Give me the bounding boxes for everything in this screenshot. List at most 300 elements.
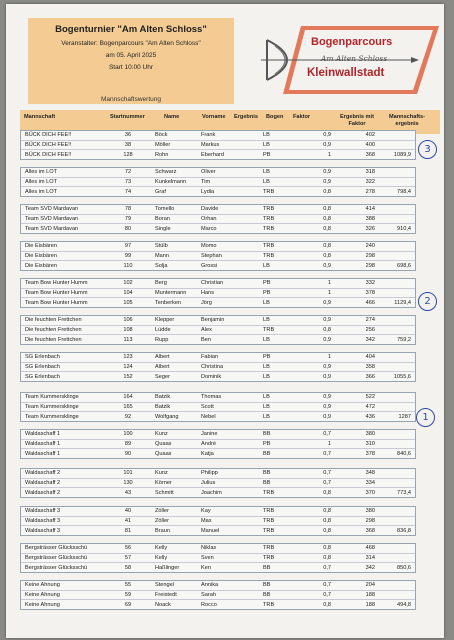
logo-line-3: Kleinwallstadt [307, 67, 385, 79]
ergebnis-faktor-cell: 188 [365, 601, 375, 608]
vorname-cell: Davide [201, 206, 219, 213]
ergebnis-faktor-cell: 278 [365, 188, 375, 195]
ergebnis-faktor-cell: 402 [365, 132, 375, 139]
bogen-cell: LB [263, 262, 270, 269]
faktor-cell: 1 [327, 354, 331, 361]
team-cell: Waldaschaff 2 [25, 489, 61, 496]
faktor-cell: 0,9 [323, 142, 331, 149]
ergebnis-faktor-cell: 188 [365, 592, 375, 599]
team-block [20, 543, 416, 573]
table-row [21, 412, 415, 421]
name-cell: Möller [155, 142, 171, 149]
name-cell: Tenberken [155, 299, 182, 306]
name-cell: Berg [155, 280, 167, 287]
mannschaftsergebnis-cell: 1055,6 [393, 373, 411, 380]
mannschaftsergebnis-cell: 910,4 [397, 225, 411, 232]
mannschaftsergebnis-cell: 1129,4 [394, 299, 411, 306]
team-cell: SG Erlenbach [25, 373, 60, 380]
table-row [21, 326, 415, 336]
table-row [21, 335, 415, 344]
ergebnis-faktor-cell: 380 [365, 431, 375, 438]
name-cell: Körner [155, 480, 172, 487]
team-cell: BÜCK DICH FEE!! [25, 132, 72, 139]
faktor-cell: 0,7 [323, 582, 331, 589]
table-row [21, 393, 415, 403]
table-row [21, 479, 415, 489]
startnummer-cell: 40 [124, 508, 132, 515]
table-row [21, 289, 415, 299]
faktor-cell: 0,8 [323, 527, 331, 534]
handwritten-place-1: 1 [416, 408, 435, 427]
vorname-cell: Stephan [201, 253, 222, 260]
ergebnis-faktor-cell: 298 [365, 518, 375, 525]
faktor-cell: 0,8 [323, 206, 331, 213]
bogen-cell: TRB [263, 206, 275, 213]
faktor-cell: 1 [327, 290, 331, 297]
faktor-cell: 1 [327, 280, 331, 287]
mannschaftsergebnis-cell: 798,4 [397, 188, 411, 195]
col-ergebnis-faktor: Ergebnis mit Faktor [340, 114, 374, 127]
event-title: Bogenturnier "Am Alten Schloss" [55, 24, 207, 35]
startnummer-cell: 56 [124, 545, 132, 552]
vorname-cell: Eberhard [201, 151, 225, 158]
name-cell: Schwarz [155, 169, 177, 176]
table-row [21, 131, 415, 141]
team-cell: Alles im LOT [25, 179, 58, 186]
team-cell: Team Bow Hunter Humm [25, 280, 88, 287]
faktor-cell: 0,8 [323, 508, 331, 515]
faktor-cell: 0,7 [323, 470, 331, 477]
bogen-cell: TRB [263, 216, 275, 223]
team-cell: Team SVD Mardavan [25, 225, 79, 232]
faktor-cell: 0,9 [323, 132, 331, 139]
ergebnis-faktor-cell: 366 [365, 373, 375, 380]
mannschaftsergebnis-cell: 494,8 [397, 601, 411, 608]
ergebnis-faktor-cell: 358 [365, 364, 375, 371]
ergebnis-faktor-cell: 378 [365, 290, 375, 297]
faktor-cell: 0,8 [323, 518, 331, 525]
table-row [21, 563, 415, 572]
name-cell: Seger [155, 373, 170, 380]
vorname-cell: Orhan [201, 216, 217, 223]
vorname-cell: Grossi [201, 262, 218, 269]
bogen-cell: LB [263, 169, 270, 176]
logo-line-2: Am Alten Schloss [321, 54, 388, 63]
table-row [21, 298, 415, 307]
page-subtitle: Mannschaftswertung [101, 96, 161, 103]
team-cell: Team Bow Hunter Humm [25, 290, 88, 297]
club-logo [261, 22, 439, 98]
bogen-cell: TRB [263, 545, 275, 552]
team-block [20, 580, 416, 610]
vorname-cell: Tim [201, 179, 211, 186]
startnummer-cell: 128 [123, 151, 133, 158]
table-row [21, 449, 415, 458]
table-row [21, 150, 415, 159]
startnummer-cell: 81 [124, 527, 132, 534]
faktor-cell: 0,9 [323, 373, 331, 380]
faktor-cell: 0,9 [323, 394, 331, 401]
ergebnis-faktor-cell: 274 [365, 317, 375, 324]
faktor-cell: 0,7 [323, 450, 331, 457]
team-cell: Alles im LOT [25, 188, 58, 195]
vorname-cell: Ben [201, 336, 211, 343]
team-block [20, 204, 416, 234]
faktor-cell: 0,7 [323, 592, 331, 599]
name-cell: Haßlinger [155, 564, 180, 571]
event-organizer: Veranstalter: Bogenparcours "Am Alten Schloss" [61, 40, 201, 47]
logo-line-1: Bogenparcours [311, 36, 393, 48]
name-cell: Batzik [155, 394, 171, 401]
team-cell: Waldaschaff 1 [25, 441, 61, 448]
vorname-cell: Julius [201, 480, 216, 487]
faktor-cell: 0,8 [323, 225, 331, 232]
name-cell: Wolfgang [155, 413, 179, 420]
name-cell: Klepper [155, 317, 175, 324]
bogen-cell: LB [263, 336, 270, 343]
startnummer-cell: 165 [123, 404, 133, 411]
ergebnis-faktor-cell: 240 [365, 243, 375, 250]
team-cell: Team Kummersklinge [25, 413, 79, 420]
startnummer-cell: 43 [124, 489, 132, 496]
startnummer-cell: 59 [124, 592, 132, 599]
table-row [21, 469, 415, 479]
vorname-cell: Frank [201, 132, 216, 139]
name-cell: Solja [155, 262, 168, 269]
bogen-cell: PB [263, 151, 271, 158]
table-row [21, 168, 415, 178]
name-cell: Quaas [155, 441, 172, 448]
team-cell: SG Erlenbach [25, 354, 60, 361]
ergebnis-faktor-cell: 368 [365, 151, 375, 158]
table-row [21, 141, 415, 151]
bogen-cell: LB [263, 413, 270, 420]
name-cell: Albert [155, 354, 170, 361]
vorname-cell: Jörg [201, 299, 212, 306]
ergebnis-faktor-cell: 380 [365, 508, 375, 515]
name-cell: Kelly [155, 545, 168, 552]
name-cell: Tomello [155, 206, 175, 213]
table-row [21, 430, 415, 440]
vorname-cell: Christian [201, 280, 224, 287]
vorname-cell: Ken [201, 564, 211, 571]
bogen-cell: LB [263, 394, 270, 401]
startnummer-cell: 99 [124, 253, 132, 260]
startnummer-cell: 105 [123, 299, 133, 306]
vorname-cell: Christina [201, 364, 224, 371]
bogen-cell: BB [263, 470, 271, 477]
table-row [21, 372, 415, 381]
startnummer-cell: 164 [123, 394, 133, 401]
vorname-cell: Rocco [201, 601, 217, 608]
faktor-cell: 0,9 [323, 169, 331, 176]
team-block [20, 506, 416, 536]
table-row [21, 440, 415, 450]
startnummer-cell: 89 [124, 441, 132, 448]
team-cell: Waldaschaff 3 [25, 527, 61, 534]
ergebnis-faktor-cell: 404 [365, 354, 375, 361]
startnummer-cell: 79 [124, 216, 132, 223]
name-cell: Kunz [155, 470, 168, 477]
ergebnis-faktor-cell: 298 [365, 262, 375, 269]
vorname-cell: Manuel [201, 527, 220, 534]
startnummer-cell: 102 [123, 280, 133, 287]
startnummer-cell: 72 [124, 169, 132, 176]
ergebnis-faktor-cell: 256 [365, 327, 375, 334]
results-sheet [6, 4, 444, 638]
startnummer-cell: 57 [124, 555, 132, 562]
team-block [20, 468, 416, 498]
mannschaftsergebnis-cell: 773,4 [397, 489, 411, 496]
faktor-cell: 0,9 [323, 262, 331, 269]
startnummer-cell: 123 [123, 354, 133, 361]
faktor-cell: 0,9 [323, 364, 331, 371]
col-mannschaftsergebnis: Mannschafts-ergebnis [388, 114, 426, 127]
table-row [21, 591, 415, 601]
team-cell: Waldaschaff 2 [25, 470, 61, 477]
vorname-cell: André [201, 441, 216, 448]
table-row [21, 224, 415, 233]
team-block [20, 130, 416, 160]
name-cell: Zöller [155, 518, 169, 525]
bogen-cell: TRB [263, 225, 275, 232]
startnummer-cell: 69 [124, 601, 132, 608]
team-cell: Bergsträsser Glücksschü [25, 564, 88, 571]
name-cell: Kunkelmann [155, 179, 187, 186]
startnummer-cell: 90 [124, 450, 132, 457]
team-cell: Keine Ahnung [25, 582, 60, 589]
team-cell: BÜCK DICH FEE!! [25, 142, 72, 149]
bogen-cell: TRB [263, 327, 275, 334]
faktor-cell: 0,9 [323, 413, 331, 420]
bogen-cell: BB [263, 582, 271, 589]
table-row [21, 205, 415, 215]
table-row [21, 581, 415, 591]
vorname-cell: Dominik [201, 373, 222, 380]
team-cell: BÜCK DICH FEE!! [25, 151, 72, 158]
bogen-cell: LB [263, 404, 270, 411]
faktor-cell: 0,8 [323, 555, 331, 562]
startnummer-cell: 106 [123, 317, 133, 324]
team-block [20, 278, 416, 308]
startnummer-cell: 110 [123, 262, 133, 269]
bogen-cell: LB [263, 364, 270, 371]
faktor-cell: 0,7 [323, 564, 331, 571]
startnummer-cell: 73 [124, 179, 132, 186]
faktor-cell: 0,7 [323, 431, 331, 438]
table-row [21, 526, 415, 535]
bogen-cell: PB [263, 280, 271, 287]
faktor-cell: 0,9 [323, 404, 331, 411]
name-cell: Böck [155, 132, 168, 139]
team-cell: Alles im LOT [25, 169, 58, 176]
table-row [21, 353, 415, 363]
mannschaftsergebnis-cell: 698,6 [397, 262, 411, 269]
bogen-cell: LB [263, 373, 270, 380]
team-block [20, 392, 416, 422]
vorname-cell: Joachim [201, 489, 222, 496]
vorname-cell: Alex [201, 327, 212, 334]
bogen-cell: TRB [263, 508, 275, 515]
ergebnis-faktor-cell: 378 [365, 450, 375, 457]
col-startnummer: Startnummer [110, 114, 145, 120]
team-cell: SG Erlenbach [25, 364, 60, 371]
table-row [21, 507, 415, 517]
bogen-cell: PB [263, 441, 271, 448]
event-start: Start 10:00 Uhr [108, 64, 154, 71]
name-cell: Rohn [155, 151, 169, 158]
ergebnis-faktor-cell: 342 [365, 564, 375, 571]
ergebnis-faktor-cell: 466 [365, 299, 375, 306]
team-block [20, 315, 416, 345]
faktor-cell: 1 [327, 151, 331, 158]
name-cell: Lüdde [155, 327, 171, 334]
vorname-cell: Lydia [201, 188, 215, 195]
faktor-cell: 0,8 [323, 545, 331, 552]
bogen-cell: BB [263, 564, 271, 571]
vorname-cell: Thomas [201, 394, 222, 401]
ergebnis-faktor-cell: 342 [365, 336, 375, 343]
name-cell: Single [155, 225, 171, 232]
ergebnis-faktor-cell: 436 [365, 413, 375, 420]
name-cell: Graf [155, 188, 166, 195]
vorname-cell: Sarah [201, 592, 216, 599]
bogen-cell: LB [263, 132, 270, 139]
team-cell: Waldaschaff 1 [25, 431, 61, 438]
bogen-cell: TRB [263, 518, 275, 525]
ergebnis-faktor-cell: 370 [365, 489, 375, 496]
startnummer-cell: 58 [124, 564, 132, 571]
name-cell: Quaas [155, 450, 172, 457]
table-row [21, 279, 415, 289]
name-cell: Mann [155, 253, 169, 260]
team-cell: Keine Ahnung [25, 601, 60, 608]
ergebnis-faktor-cell: 332 [365, 280, 375, 287]
vorname-cell: Fabian [201, 354, 219, 361]
name-cell: Stülb [155, 243, 168, 250]
table-row [21, 488, 415, 497]
startnummer-cell: 80 [124, 225, 132, 232]
vorname-cell: Benjamin [201, 317, 225, 324]
team-block [20, 429, 416, 459]
vorname-cell: Scott [201, 404, 214, 411]
startnummer-cell: 101 [123, 470, 133, 477]
mannschaftsergebnis-cell: 840,6 [397, 450, 411, 457]
bogen-cell: TRB [263, 555, 275, 562]
team-cell: Die feuchten Frettchen [25, 327, 82, 334]
table-row [21, 252, 415, 262]
team-cell: Die Eisbären [25, 253, 58, 260]
mannschaftsergebnis-cell: 836,8 [397, 527, 411, 534]
ergebnis-faktor-cell: 400 [365, 142, 375, 149]
event-header [28, 18, 234, 104]
team-cell: Die feuchten Frettchen [25, 317, 82, 324]
bogen-cell: TRB [263, 489, 275, 496]
handwritten-place-2: 2 [418, 292, 437, 311]
event-date: am 05. April 2025 [105, 52, 157, 59]
ergebnis-faktor-cell: 314 [365, 555, 375, 562]
vorname-cell: Nebel [201, 413, 216, 420]
startnummer-cell: 74 [124, 188, 132, 195]
ergebnis-faktor-cell: 326 [365, 225, 375, 232]
startnummer-cell: 41 [124, 518, 132, 525]
handwritten-place-3: 3 [418, 140, 437, 159]
team-cell: Team SVD Mardavan [25, 206, 79, 213]
team-block [20, 352, 416, 382]
bogen-cell: BB [263, 480, 271, 487]
name-cell: Braun [155, 527, 170, 534]
faktor-cell: 0,9 [323, 336, 331, 343]
vorname-cell: Max [201, 518, 212, 525]
col-ergebnis: Ergebnis [234, 114, 258, 120]
bogen-cell: TRB [263, 527, 275, 534]
vorname-cell: Katja [201, 450, 214, 457]
bogen-cell: BB [263, 431, 271, 438]
ergebnis-faktor-cell: 368 [365, 527, 375, 534]
mannschaftsergebnis-cell: 1287 [398, 413, 411, 420]
ergebnis-faktor-cell: 334 [365, 480, 375, 487]
vorname-cell: Kay [201, 508, 211, 515]
vorname-cell: Markus [201, 142, 220, 149]
ergebnis-faktor-cell: 522 [365, 394, 375, 401]
vorname-cell: Annika [201, 582, 219, 589]
ergebnis-faktor-cell: 414 [365, 206, 375, 213]
bogen-cell: TRB [263, 253, 275, 260]
faktor-cell: 0,8 [323, 327, 331, 334]
ergebnis-faktor-cell: 468 [365, 545, 375, 552]
startnummer-cell: 152 [123, 373, 133, 380]
faktor-cell: 0,8 [323, 188, 331, 195]
startnummer-cell: 130 [123, 480, 133, 487]
faktor-cell: 0,9 [323, 299, 331, 306]
bogen-cell: TRB [263, 601, 275, 608]
bogen-cell: LB [263, 179, 270, 186]
mannschaftsergebnis-cell: 850,6 [397, 564, 411, 571]
faktor-cell: 0,8 [323, 243, 331, 250]
ergebnis-faktor-cell: 472 [365, 404, 375, 411]
name-cell: Schmitt [155, 489, 174, 496]
ergebnis-faktor-cell: 318 [365, 169, 375, 176]
startnummer-cell: 100 [123, 431, 133, 438]
col-mannschaft: Mannschaft [24, 114, 56, 120]
vorname-cell: Niklas [201, 545, 217, 552]
name-cell: Boran [155, 216, 170, 223]
ergebnis-faktor-cell: 322 [365, 179, 375, 186]
team-cell: Team SVD Mardavan [25, 216, 79, 223]
startnummer-cell: 78 [124, 206, 132, 213]
bogen-cell: BB [263, 450, 271, 457]
vorname-cell: Hans [201, 290, 215, 297]
name-cell: Zöller [155, 508, 169, 515]
col-faktor: Faktor [293, 114, 311, 120]
faktor-cell: 0,8 [323, 216, 331, 223]
team-cell: Waldaschaff 3 [25, 508, 61, 515]
startnummer-cell: 36 [124, 132, 132, 139]
bogen-cell: TRB [263, 188, 275, 195]
ergebnis-faktor-cell: 204 [365, 582, 375, 589]
col-vorname: Vorname [202, 114, 226, 120]
team-block [20, 241, 416, 271]
table-row [21, 242, 415, 252]
name-cell: Noack [155, 601, 171, 608]
team-cell: Bergsträsser Glücksschü [25, 555, 88, 562]
bogen-cell: LB [263, 317, 270, 324]
table-row [21, 215, 415, 225]
team-cell: Keine Ahnung [25, 592, 60, 599]
vorname-cell: Marco [201, 225, 217, 232]
vorname-cell: Philipp [201, 470, 218, 477]
bogen-cell: PB [263, 290, 271, 297]
